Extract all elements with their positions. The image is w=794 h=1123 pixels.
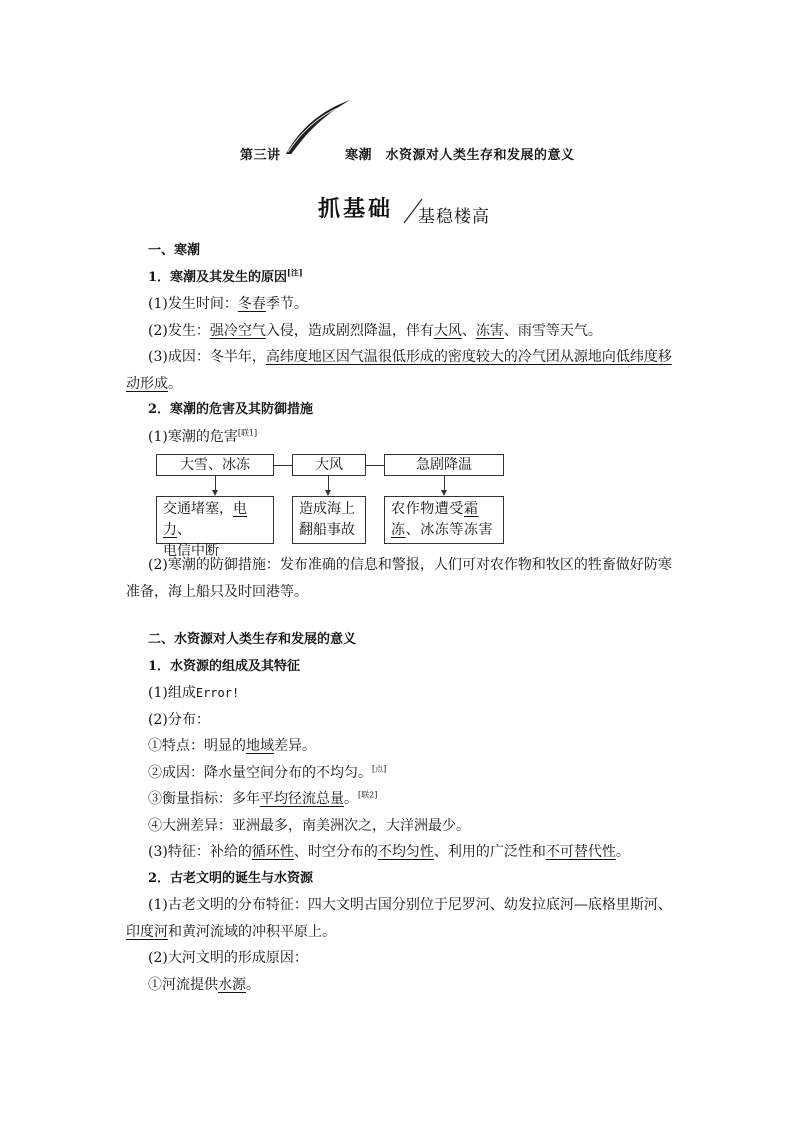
paragraph bbox=[148, 733, 678, 760]
lesson-header bbox=[0, 96, 794, 166]
lesson-number: 第三讲 bbox=[240, 148, 281, 163]
diagram-cause-box: 大雪、冰冻 bbox=[156, 454, 274, 476]
swoosh-logo-icon bbox=[282, 98, 352, 156]
paragraph bbox=[148, 972, 678, 999]
text: 季节。 bbox=[265, 296, 308, 312]
text: 。 bbox=[344, 791, 358, 807]
paragraph bbox=[148, 839, 678, 866]
paragraph bbox=[148, 291, 678, 318]
subsection-heading bbox=[148, 265, 678, 292]
text: 、利用的广泛性和 bbox=[433, 844, 546, 860]
text: 农作物遭受 bbox=[391, 501, 464, 517]
paragraph-continuation bbox=[126, 371, 678, 398]
text: 交通堵塞， bbox=[163, 501, 233, 517]
text: (2)发生： bbox=[148, 322, 210, 339]
banner-sub-text: 基稳楼高 bbox=[418, 207, 490, 227]
text: 、雨雪等天气。 bbox=[503, 322, 602, 339]
underlined-term: 冻害 bbox=[475, 322, 504, 339]
text: 、冰冻等冻害 bbox=[405, 522, 494, 538]
text: 和黄河流域的冲积平原上。 bbox=[168, 923, 336, 940]
note-marker: [联2] bbox=[358, 790, 378, 800]
paragraph-continuation: 准备，海上船只及时回港等。 bbox=[126, 583, 308, 600]
down-arrow-icon bbox=[444, 476, 445, 490]
paragraph bbox=[148, 760, 678, 787]
text: 。 bbox=[246, 976, 260, 993]
underlined-term: 不可替代性 bbox=[545, 844, 616, 860]
diagram-cause-box: 急剧降温 bbox=[384, 454, 504, 476]
underlined-term: 电力 bbox=[163, 501, 247, 538]
down-arrow-icon bbox=[215, 476, 216, 490]
text: 、 bbox=[461, 322, 476, 339]
diagram-cause-box: 大风 bbox=[292, 454, 366, 476]
underlined-term: 地域 bbox=[246, 738, 274, 754]
cold-wave-hazard-diagram bbox=[156, 454, 516, 559]
diagram-effect-box bbox=[292, 496, 366, 544]
underlined-term: 冻 bbox=[391, 522, 406, 538]
main-content bbox=[126, 238, 678, 998]
subsection-heading: 1．水资源的组成及其特征 bbox=[148, 658, 301, 674]
section-heading: 一、寒潮 bbox=[148, 243, 201, 258]
paragraph: (2)寒潮的防御措施：发布准确的信息和警报，人们可对农作物和牧区的牲畜做好防寒 bbox=[148, 557, 672, 573]
connector-line bbox=[366, 465, 384, 466]
down-arrow-icon bbox=[328, 476, 329, 490]
subsection-heading: 2．寒潮的危害及其防御措施 bbox=[148, 402, 314, 417]
text: (3)特征：补给的 bbox=[148, 844, 252, 860]
underlined-term: 动形成 bbox=[126, 375, 168, 392]
note-marker: [联1] bbox=[237, 427, 258, 437]
underlined-term: 霜 bbox=[464, 501, 479, 517]
text: (1)发生时间： bbox=[148, 296, 238, 312]
spacer bbox=[148, 605, 678, 627]
error-text: Error! bbox=[195, 686, 240, 700]
paragraph: (1)古老文明的分布特征：四大文明古国分别位于尼罗河、幼发拉底河—底格里斯河、 bbox=[148, 897, 672, 913]
underlined-term: 强冷空气 bbox=[209, 322, 266, 339]
banner-main-text: 抓基础 bbox=[318, 197, 394, 222]
underlined-term: 冬春 bbox=[237, 296, 266, 312]
section-banner bbox=[312, 192, 512, 232]
underlined-term: 大风 bbox=[433, 322, 462, 339]
text: 电信中断 bbox=[163, 543, 219, 559]
paragraph bbox=[148, 344, 678, 371]
paragraph bbox=[148, 424, 678, 451]
paragraph: (2)大河文明的形成原因： bbox=[148, 950, 308, 966]
underlined-term: 循环性 bbox=[251, 844, 294, 860]
text: (3)成因：冬半年， bbox=[148, 349, 266, 365]
text: ①特点：明显的 bbox=[148, 738, 246, 754]
paragraph bbox=[148, 786, 678, 813]
text: 差异。 bbox=[274, 738, 316, 754]
section-heading: 二、水资源对人类生存和发展的意义 bbox=[148, 632, 357, 647]
subsection-heading-text: 1．寒潮及其发生的原因 bbox=[148, 269, 288, 285]
paragraph: ④大洲差异：亚洲最多，南美洲次之，大洋洲最少。 bbox=[148, 817, 470, 834]
text: 、 bbox=[177, 522, 191, 538]
text: ②成因：降水量空间分布的不均匀。 bbox=[148, 764, 372, 781]
text: (1)组成 bbox=[148, 685, 196, 701]
text: 。 bbox=[168, 375, 182, 392]
underlined-term: 水源 bbox=[218, 976, 246, 993]
subsection-heading: 2．古老文明的诞生与水资源 bbox=[148, 870, 314, 886]
underlined-term: 平均径流总量 bbox=[260, 791, 344, 807]
connector-line bbox=[274, 465, 292, 466]
underlined-term: 印度河 bbox=[126, 923, 168, 940]
paragraph bbox=[148, 680, 678, 707]
diagram-effect-box bbox=[156, 496, 274, 559]
note-marker: [点] bbox=[372, 763, 387, 773]
lesson-title: 寒潮 水资源对人类生存和发展的意义 bbox=[345, 148, 575, 163]
text: 翻船事故 bbox=[299, 522, 355, 538]
text: 、时空分布的 bbox=[293, 844, 378, 860]
paragraph: (2)分布： bbox=[148, 711, 210, 728]
underlined-term: 高纬度地区因气温很低形成的密度较大的冷气团从源地向低纬度移 bbox=[265, 349, 672, 365]
text: 入侵，造成剧烈降温，伴有 bbox=[265, 322, 434, 339]
diagram-effect-box bbox=[384, 496, 504, 544]
paragraph bbox=[148, 318, 678, 345]
text: 。 bbox=[615, 844, 630, 860]
text: 造成海上 bbox=[299, 501, 355, 517]
underlined-term: 不均匀性 bbox=[377, 844, 434, 860]
note-marker: [注] bbox=[287, 267, 303, 278]
text: ③衡量指标：多年 bbox=[148, 791, 260, 807]
paragraph-continuation bbox=[126, 919, 678, 946]
text: ①河流提供 bbox=[148, 976, 218, 993]
text: (1)寒潮的危害 bbox=[148, 428, 238, 445]
